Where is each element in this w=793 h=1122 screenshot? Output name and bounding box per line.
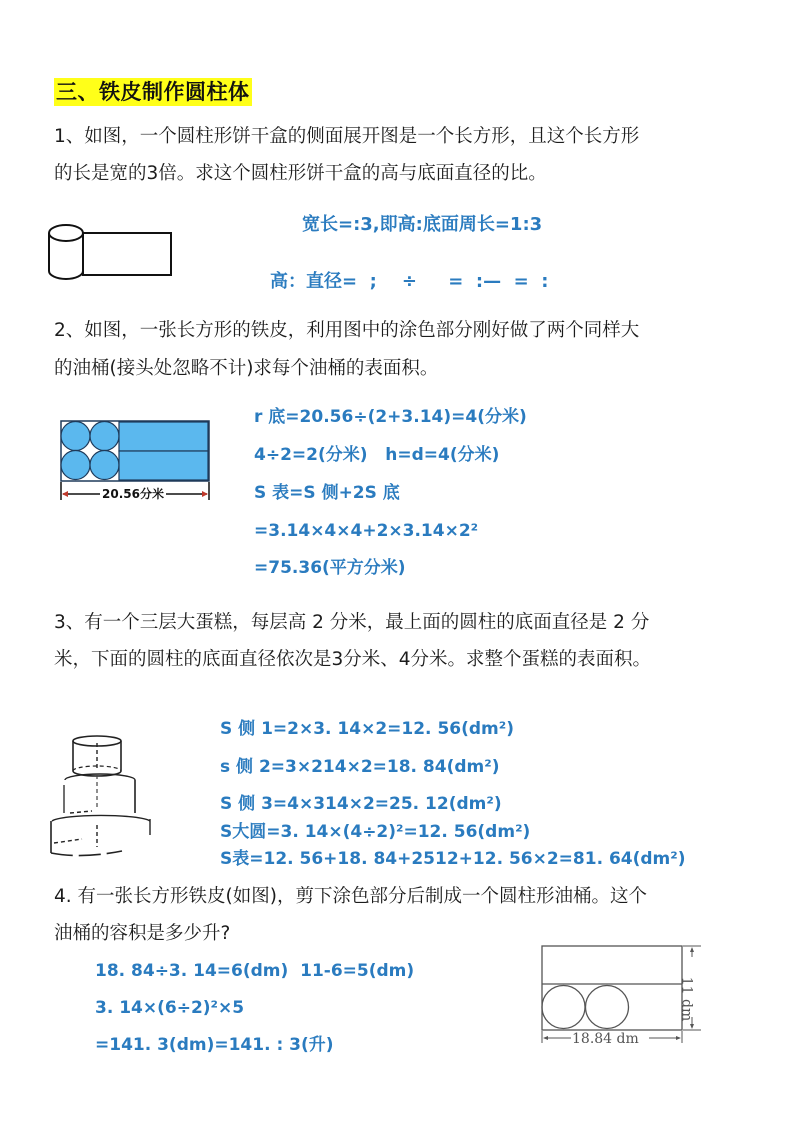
problem3-answer-4: S大圆=3. 14×(4÷2)²=12. 56(dm²) [220,822,531,842]
problem3-line2: 米，下面的圆柱的底面直径依次是3分米、4分米。求整个蛋糕的表面积。 [54,649,652,670]
problem1-line2: 的长是宽的3倍。求这个圆柱形饼干盒的高与底面直径的比。 [54,163,547,184]
problem3-answer-3: S 侧 3=4×314×2=25. 12(dm²) [220,794,502,814]
problem4-answer-2: 3. 14×(6÷2)²×5 [95,998,245,1018]
cylinder-unrolled-figure [48,222,178,282]
oil-drum-width-label: 18.84 dm [572,1031,639,1047]
problem2-answer-5: =75.36(平方分米) [254,558,406,578]
problem3-line1: 3、有一个三层大蛋糕，每层高 2 分米，最上面的圆柱的底面直径是 2 分 [54,612,650,633]
tin-sheet-width-label: 20.56分米 [102,487,164,501]
oil-drum-height-label: 11 dm [678,976,695,1022]
section-heading: 三、铁皮制作圆柱体 [56,80,250,104]
problem2-line2: 的油桶(接头处忽略不计)求每个油桶的表面积。 [54,358,439,379]
problem4-line1: 4. 有一张长方形铁皮(如图)，剪下涂色部分后制成一个圆柱形油桶。这个 [54,886,647,907]
problem1-answer-2: 高：直径= ; ÷ = :— = : [270,271,549,292]
problem4-answer-3: =141. 3(dm)=141. : 3(升) [95,1035,334,1055]
problem3-answer-2: s 侧 2=3×214×2=18. 84(dm²) [220,757,500,777]
problem3-answer-5: S表=12. 56+18. 84+2512+12. 56×2=81. 64(dm²) [220,849,686,869]
three-tier-cake-figure [62,735,172,860]
problem4-line2: 油桶的容积是多少升? [54,923,231,944]
problem1-answer-1: 宽长=:3,即高:底面周长=1:3 [302,214,543,235]
problem1-line1: 1、如图，一个圆柱形饼干盒的侧面展开图是一个长方形，且这个长方形 [54,126,640,147]
problem2-line1: 2、如图，一张长方形的铁皮，利用图中的涂色部分刚好做了两个同样大 [54,320,640,341]
problem2-answer-2: 4÷2=2(分米) h=d=4(分米) [254,445,500,465]
problem2-answer-3: S 表=S 侧+2S 底 [254,483,400,503]
problem2-answer-4: =3.14×4×4+2×3.14×2² [254,521,479,541]
problem3-answer-1: S 侧 1=2×3. 14×2=12. 56(dm²) [220,719,514,739]
problem4-answer-1: 18. 84÷3. 14=6(dm) 11-6=5(dm) [95,961,415,981]
problem2-answer-1: r 底=20.56÷(2+3.14)=4(分米) [254,407,527,427]
